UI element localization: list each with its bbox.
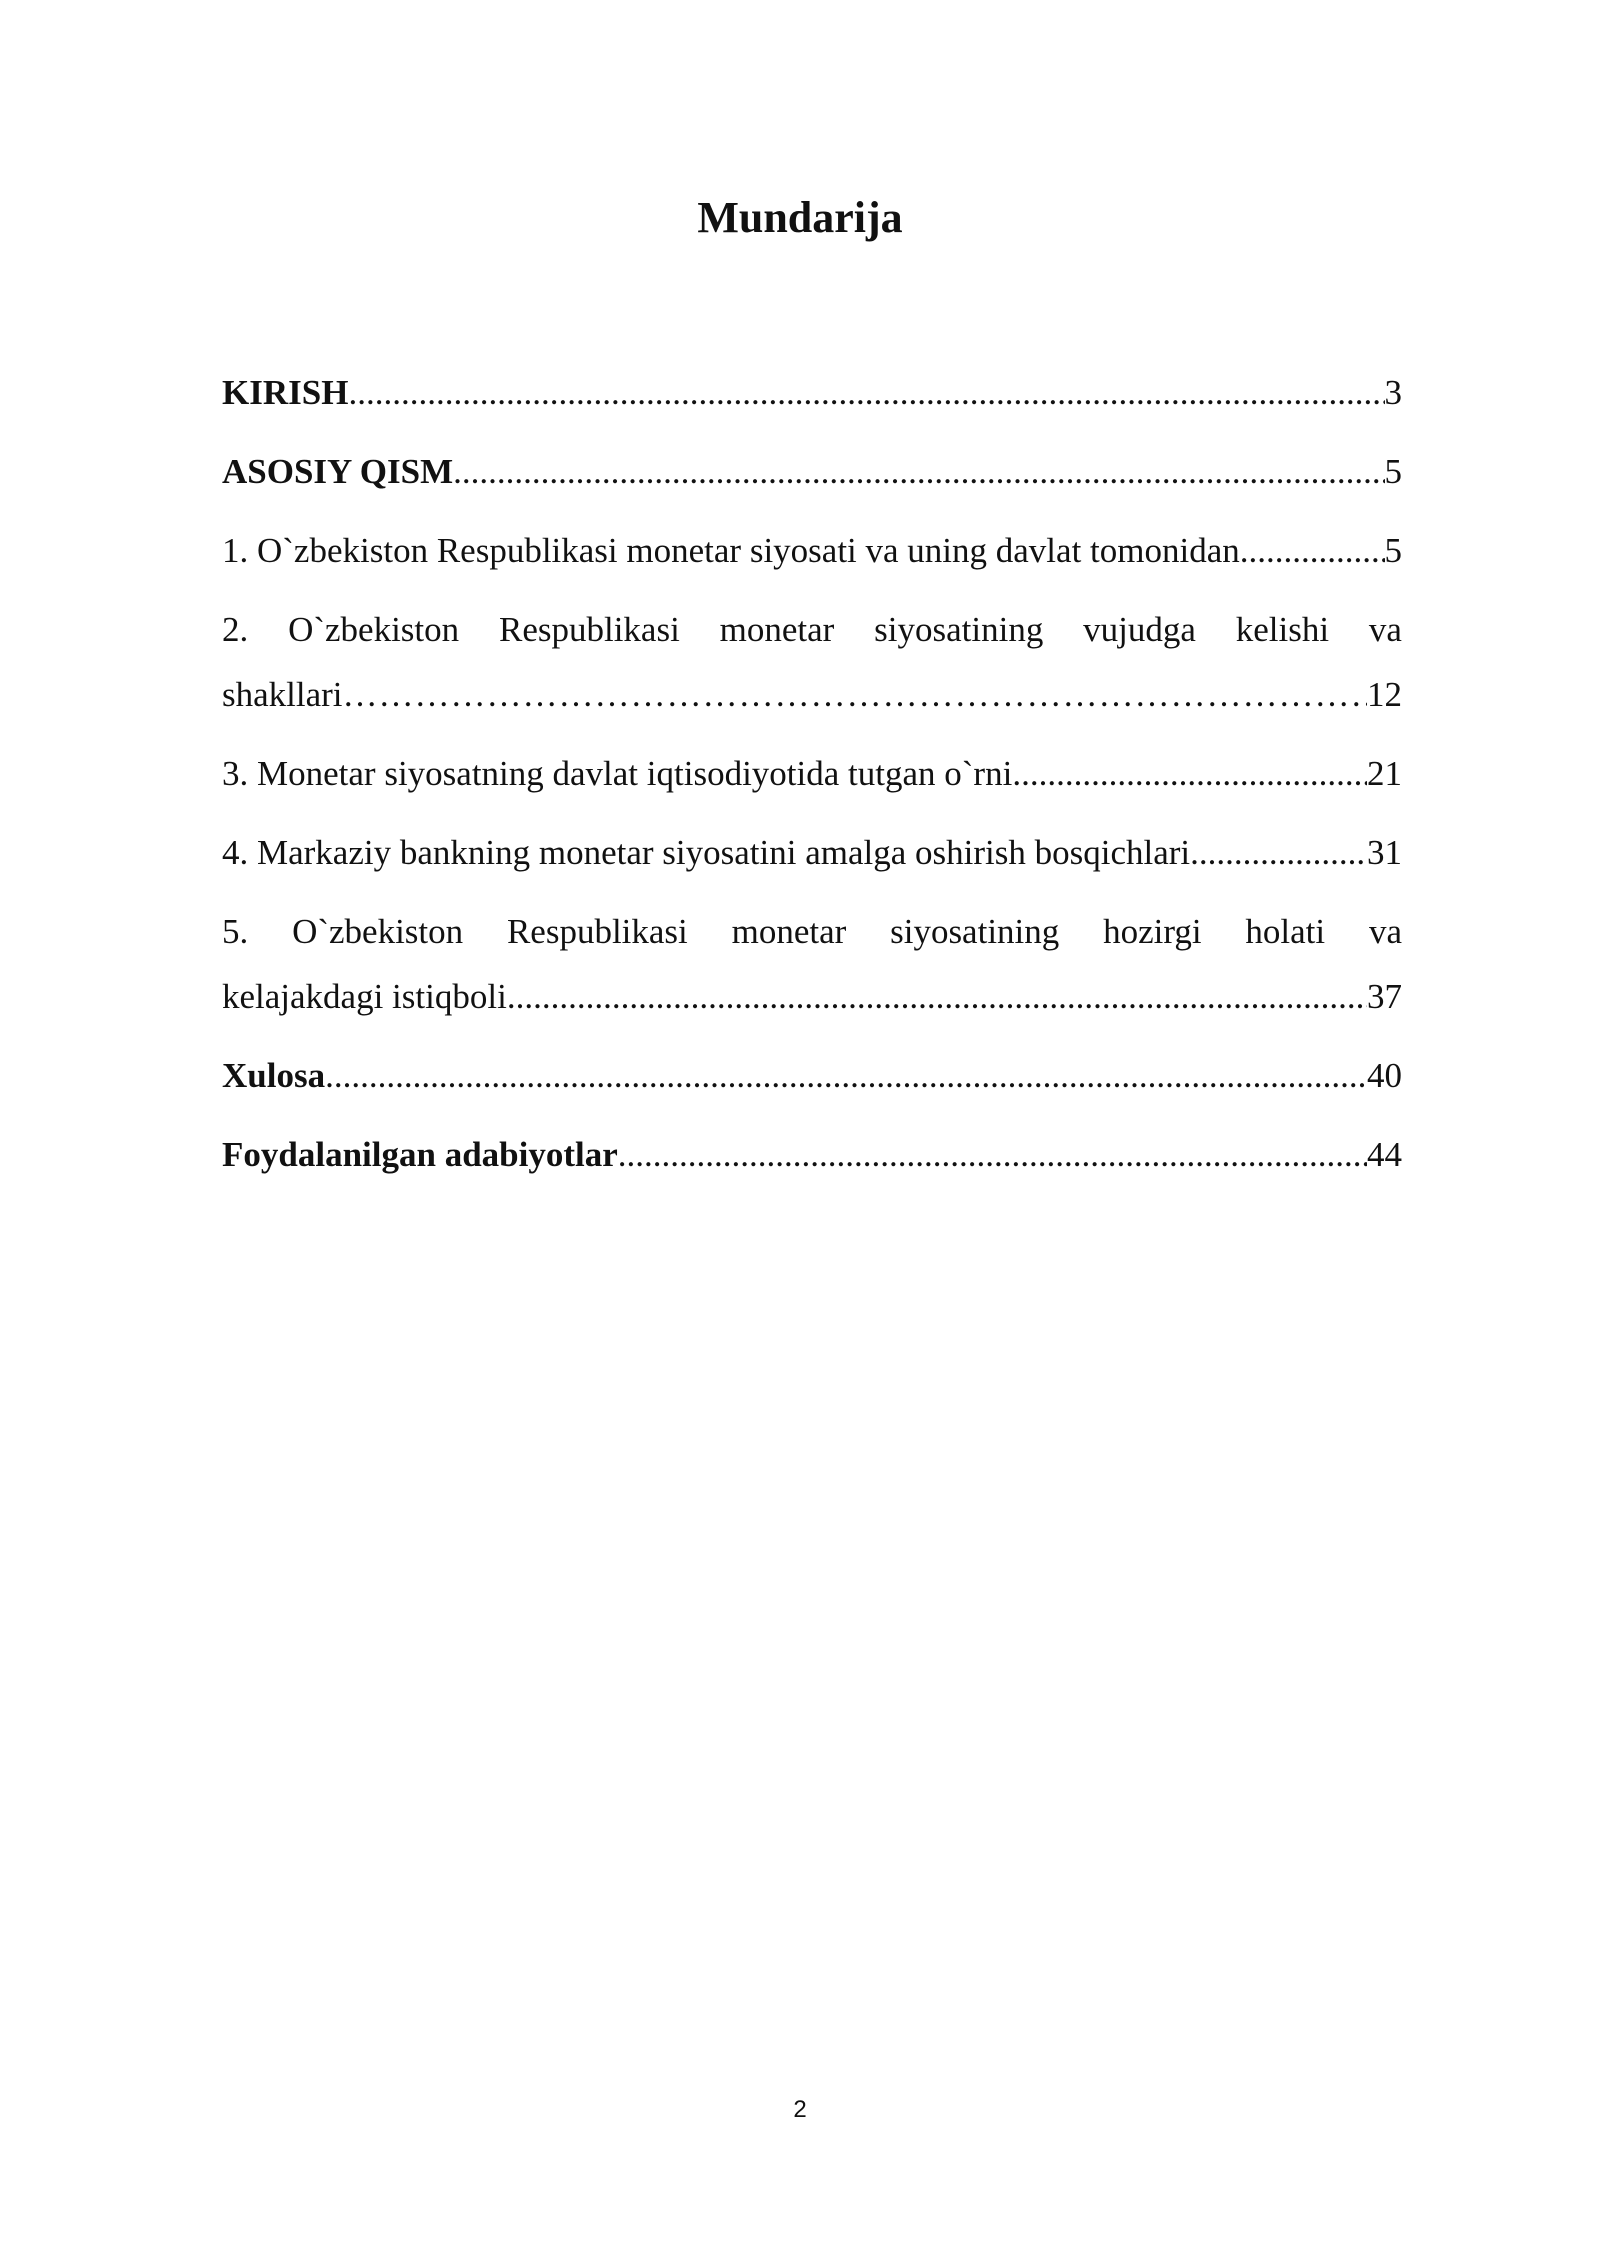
toc-page-number: 44 <box>1367 1135 1402 1174</box>
toc-entry-kirish[interactable] <box>222 360 1402 425</box>
toc-word: holati <box>1245 912 1326 951</box>
toc-page-number: 5 <box>1384 531 1402 570</box>
toc-page-number: 12 <box>1367 675 1402 714</box>
dot-leader <box>1012 741 1367 806</box>
toc-page-number: 21 <box>1367 754 1402 793</box>
toc-word: vujudga <box>1083 610 1196 649</box>
dot-leader <box>348 360 1384 425</box>
table-of-contents <box>222 360 1402 1201</box>
toc-entry-label: kelajakdagi istiqboli <box>222 977 507 1016</box>
toc-word: 5. <box>222 912 249 951</box>
toc-entry-3[interactable] <box>222 741 1402 806</box>
toc-entry-first-line <box>222 899 1402 964</box>
page-number-footer: 2 <box>793 2096 807 2123</box>
toc-word: O`zbekiston <box>288 610 460 649</box>
toc-page-number: 40 <box>1367 1056 1402 1095</box>
toc-entry-adabiyotlar[interactable] <box>222 1122 1402 1187</box>
toc-word: monetar <box>719 610 835 649</box>
toc-word: 2. <box>222 610 249 649</box>
toc-page-number: 5 <box>1384 452 1402 491</box>
dot-leader <box>453 439 1384 504</box>
toc-entry-1[interactable] <box>222 518 1402 583</box>
toc-entry-2[interactable] <box>222 597 1402 727</box>
toc-word: kelishi <box>1235 610 1330 649</box>
toc-word: monetar <box>731 912 847 951</box>
dot-leader <box>325 1043 1367 1108</box>
page-title: Mundarija <box>697 193 903 242</box>
toc-entry-5[interactable] <box>222 899 1402 1029</box>
dot-leader <box>507 964 1367 1029</box>
toc-entry-label: Xulosa <box>222 1056 326 1095</box>
toc-entry-label: 4. Markaziy bankning monetar siyosatini amalga oshirish bosqichlari <box>222 833 1191 872</box>
toc-entry-label: ASOSIY QISM <box>222 452 454 491</box>
toc-word: Respublikasi <box>498 610 680 649</box>
toc-word: Respublikasi <box>506 912 688 951</box>
toc-entry-first-line <box>222 597 1402 662</box>
toc-word: va <box>1368 610 1402 649</box>
toc-entry-label: 1. O`zbekiston Respublikasi monetar siyosati va uning davlat tomonidan <box>222 531 1240 570</box>
toc-word: siyosatining <box>874 610 1044 649</box>
toc-word: siyosatining <box>890 912 1060 951</box>
toc-entry-label: 3. Monetar siyosatning davlat iqtisodiyotida tutgan o`rni <box>222 754 1013 793</box>
toc-entry-label: Foydalanilgan adabiyotlar <box>222 1135 618 1174</box>
toc-entry-4[interactable] <box>222 820 1402 885</box>
toc-entry-xulosa[interactable] <box>222 1043 1402 1108</box>
toc-page-number: 37 <box>1367 977 1402 1016</box>
toc-entry-asosiy-qism[interactable] <box>222 439 1402 504</box>
dot-leader <box>343 662 1367 727</box>
dot-leader <box>1190 820 1367 885</box>
toc-word: va <box>1368 912 1402 951</box>
dot-leader <box>1240 518 1385 583</box>
dot-leader <box>618 1122 1367 1187</box>
toc-page-number: 31 <box>1367 833 1402 872</box>
toc-word: hozirgi <box>1103 912 1202 951</box>
toc-entry-label: shakllari <box>222 675 343 714</box>
toc-page-number: 3 <box>1384 373 1402 412</box>
toc-word: O`zbekiston <box>292 912 464 951</box>
toc-entry-label: KIRISH <box>222 373 349 412</box>
